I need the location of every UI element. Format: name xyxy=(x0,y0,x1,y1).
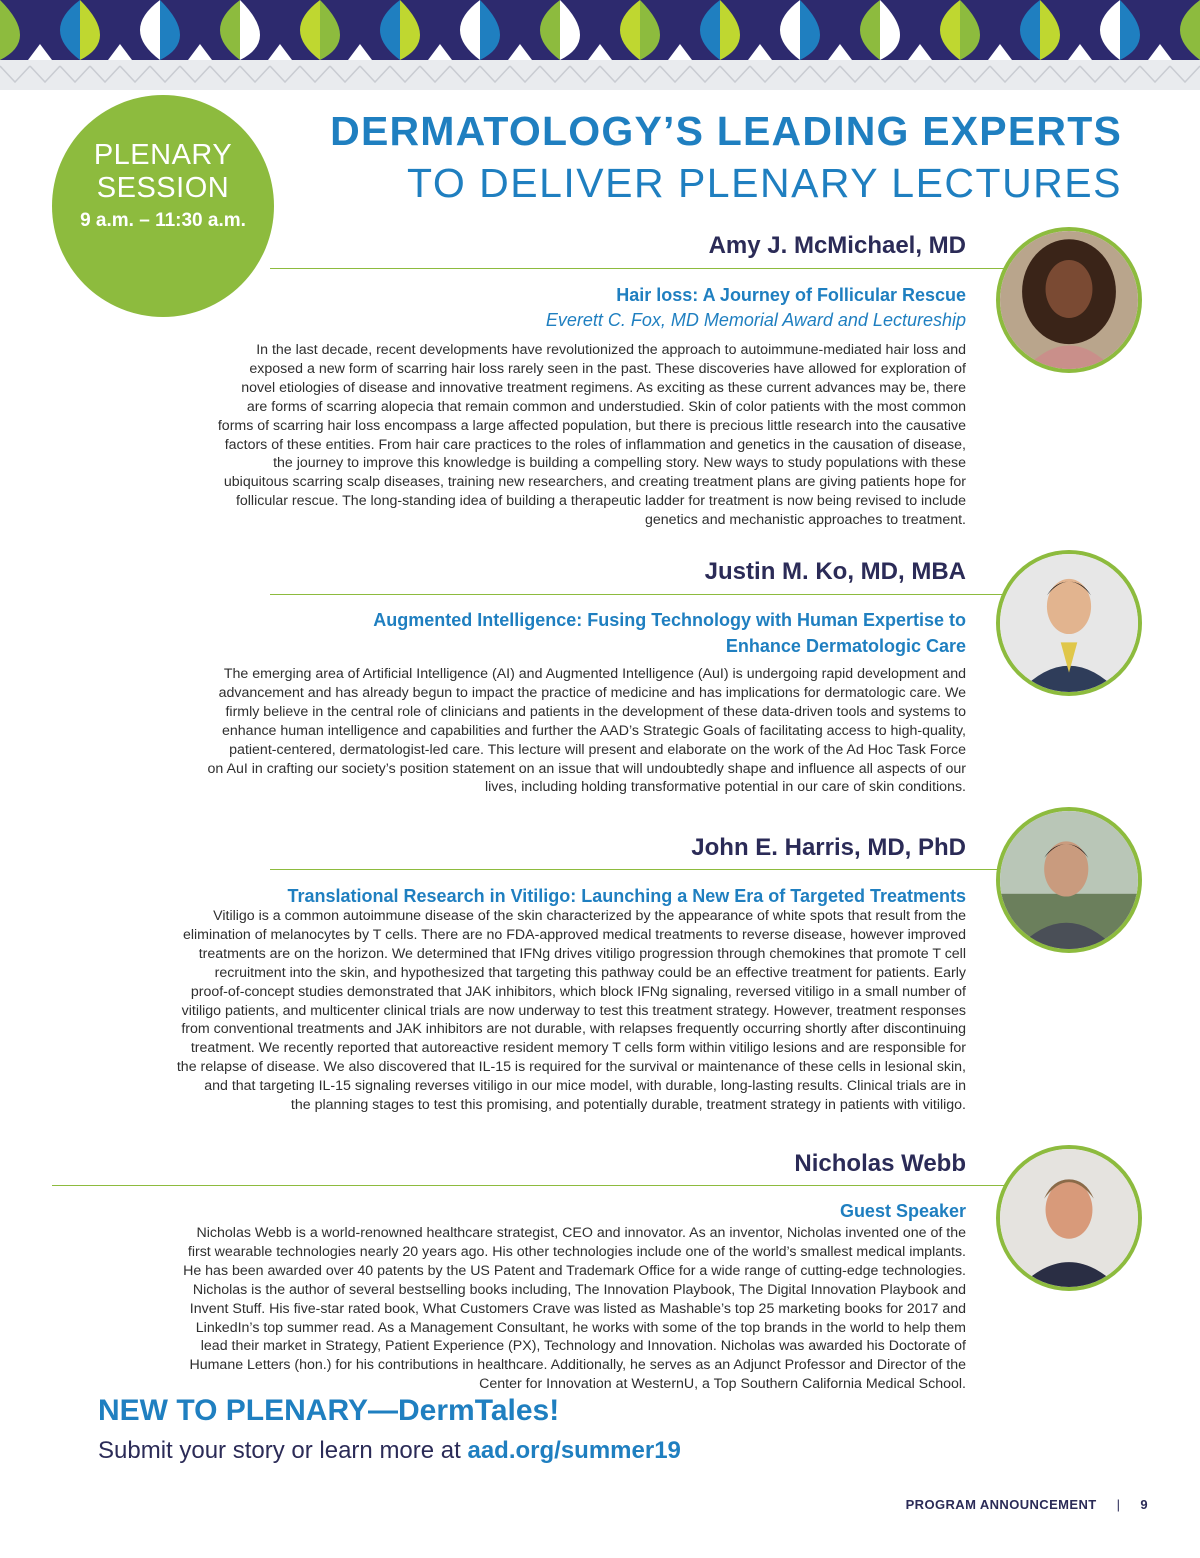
badge-line-2: SESSION xyxy=(96,172,230,204)
promo-submit-line xyxy=(98,1437,681,1465)
bio-line: lives, including holding transformative potential in our care of skin conditions. xyxy=(484,779,966,796)
bio-line: treatments are on the horizon. We determined that IFNg drives vitiligo progression through chemokines that promote T cell xyxy=(198,945,966,962)
bio-line: Humane Letters (hon.) for his contributions in healthcare. Additionally, he serves as an Adjunct Professor and Director of the xyxy=(189,1357,966,1374)
bio-line: In the last decade, recent developments have revolutionized the approach to autoimmune-mediated hair loss and xyxy=(256,342,966,358)
bio-line: and that targeting IL-15 signaling reverses vitiligo in our mice model, with durable, long-lasting results. Clinical trials are in xyxy=(204,1078,966,1095)
speaker-name: Amy J. McMichael, MD xyxy=(708,232,966,259)
speaker-bio xyxy=(208,665,966,797)
bio-line: the relapse of disease. We also discovered that IL-15 is required for the survival or maintenance of these cells in lesional skin, xyxy=(176,1059,966,1076)
bio-line: the planning stages to test this promising, and potentially durable, treatment strategy in patients with vitiligo. xyxy=(290,1097,966,1114)
bio-line: advancement and has already begun to impact the practice of medicine and has implications for dermatologic care. We xyxy=(218,684,966,701)
speaker-photo xyxy=(996,227,1142,373)
divider xyxy=(52,1185,1010,1186)
bio-line: Vitiligo is a common autoimmune disease of the skin characterized by the appearance of white spots that result from the xyxy=(213,908,966,924)
speaker-photo xyxy=(996,807,1142,953)
badge-time: 9 a.m. – 11:30 a.m. xyxy=(80,210,246,231)
bio-line: vitiligo patients, and multicenter clinical trials are now underway to test this treatment strategy. However, treatment responses xyxy=(181,1002,966,1019)
speaker-bio xyxy=(218,341,966,530)
footer-separator: | xyxy=(1116,1497,1121,1512)
bio-line: Center for Innovation at WesternU, a Top Southern California Medical School. xyxy=(479,1376,966,1393)
talk-title: Guest Speaker xyxy=(839,1201,966,1221)
bio-line: Nicholas is the author of several bestselling books including, The Innovation Playbook, The Digital Innovation Playbook and xyxy=(192,1281,966,1298)
bio-line: forms of scarring hair loss encompass a large affected population, but there is precious little research into the causative xyxy=(217,417,966,434)
bio-line: He has been awarded over 40 patents by the US Patent and Trademark Office for a wide range of cutting-edge technologies. xyxy=(183,1262,966,1279)
bio-line: first wearable technologies nearly 20 years ago. His other technologies include one of the world’s smallest medical implants. xyxy=(187,1243,966,1260)
divider xyxy=(270,869,1010,870)
bio-line: exposed a new form of scarring hair loss rarely seen in the past. These discoveries have allowed for exploration of xyxy=(249,360,966,377)
bio-line: enhance human intelligence and capabilities and further the AAD’s Strategic Goals of facilitating access to high-quality, xyxy=(222,722,966,739)
page-number: 9 xyxy=(1140,1497,1148,1512)
bio-line: The emerging area of Artificial Intelligence (AI) and Augmented Intelligence (AuI) is undergoing rapid development and xyxy=(223,666,966,682)
speaker-bio xyxy=(177,907,966,1115)
divider xyxy=(270,268,1010,269)
bio-line: on AuI in crafting our society’s position statement on an issue that will undoubtedly shape and influence all aspects of our xyxy=(207,760,966,777)
bio-line: ubiquitous scarring scalp diseases, training new researchers, and creating treatment plans are giving patients hope for xyxy=(223,474,966,491)
bio-line: patient-centered, dermatologist-led care. This lecture will present and elaborate on the work of the Ad Hoc Task Force xyxy=(229,741,966,758)
bio-line: Nicholas Webb is a world-renowned healthcare strategist, CEO and innovator. As an inventor, Nicholas invented one of the xyxy=(196,1225,966,1241)
badge-line-1: PLENARY xyxy=(93,139,233,171)
bio-line: genetics and mechanistic approaches to treatment. xyxy=(645,512,966,529)
bio-line: Invent Stuff. His five-star rated book, What Customers Crave was listed as Mashable’s top 25 marketing books for 2017 and xyxy=(189,1300,966,1317)
promo-headline: NEW TO PLENARY—DermTales! xyxy=(98,1394,560,1427)
bio-line: are forms of scarring alopecia that remain common and understudied. Skin of color patients with the most common xyxy=(246,398,966,415)
bio-line: novel etiologies of disease and innovative treatment regimens. As exciting as these current advances may be, there xyxy=(241,379,966,396)
bio-line: follicular rescue. The long-standing idea of building a therapeutic ladder for treatment is now being revised to include xyxy=(235,493,966,510)
talk-title: Hair loss: A Journey of Follicular Rescue xyxy=(616,285,966,305)
speaker-name: John E. Harris, MD, PhD xyxy=(691,834,966,861)
promo-link[interactable]: aad.org/summer19 xyxy=(467,1437,681,1464)
speaker-name: Justin M. Ko, MD, MBA xyxy=(704,558,966,585)
promo-submit-text: Submit your story or learn more at xyxy=(98,1437,468,1464)
plenary-session-badge xyxy=(52,95,274,317)
talk-title xyxy=(373,607,966,659)
speaker-photo xyxy=(996,550,1142,696)
bio-line: firmly believe in the central role of clinicians and patients in the development of these data-driven tools and systems to xyxy=(225,703,966,720)
award-name: Everett C. Fox, MD Memorial Award and Lectureship xyxy=(545,310,966,330)
bio-line: recruitment into the skin, and hypothesized that targeting this pathway could be an effective treatment for patients. Early xyxy=(214,964,966,981)
bio-line: lead their market in Strategy, Patient Experience (PX), Technology and Innovation. Nicholas was awarded his Doctorate of xyxy=(200,1338,966,1355)
page-subtitle: TO DELIVER PLENARY LECTURES xyxy=(407,160,1122,206)
speaker-photo xyxy=(996,1145,1142,1291)
bio-line: the journey to improve this knowledge is building a compelling story. New ways to study populations with these xyxy=(273,455,966,472)
page-footer xyxy=(906,1497,1148,1512)
page-title: DERMATOLOGY’S LEADING EXPERTS xyxy=(330,108,1122,154)
bio-line: elimination of melanocytes by T cells. There are no FDA-approved medical treatments to reverse disease, however improved xyxy=(182,926,966,943)
bio-line: treatment. We recently reported that autoreactive resident memory T cells form within vitiligo lesions and are responsible for xyxy=(190,1040,966,1057)
bio-line: factors of these entities. From hair care practices to the roles of inflammation and genetics in the causation of disease, xyxy=(224,436,966,453)
decorative-pattern-banner xyxy=(0,0,1200,90)
bio-line: proof-of-concept studies demonstrated that JAK inhibitors, which block IFNg signaling, reversed vitiligo in a small number of xyxy=(190,983,966,1000)
divider xyxy=(270,594,1010,595)
talk-title-line: Augmented Intelligence: Fusing Technology with Human Expertise to xyxy=(373,610,966,630)
footer-section: PROGRAM ANNOUNCEMENT xyxy=(905,1497,1097,1512)
talk-title-line: Enhance Dermatologic Care xyxy=(725,636,966,656)
speaker-name: Nicholas Webb xyxy=(794,1150,966,1177)
speaker-bio xyxy=(183,1224,966,1394)
talk-title: Translational Research in Vitiligo: Launching a New Era of Targeted Treatments xyxy=(287,886,966,906)
bio-line: from conventional treatments and JAK inhibitors are not durable, with relapses frequently occurring shortly after discontinuing xyxy=(181,1021,966,1038)
bio-line: LinkedIn’s top summer read. As a Management Consultant, he works with some of the top brands in the world to help them xyxy=(195,1319,966,1336)
